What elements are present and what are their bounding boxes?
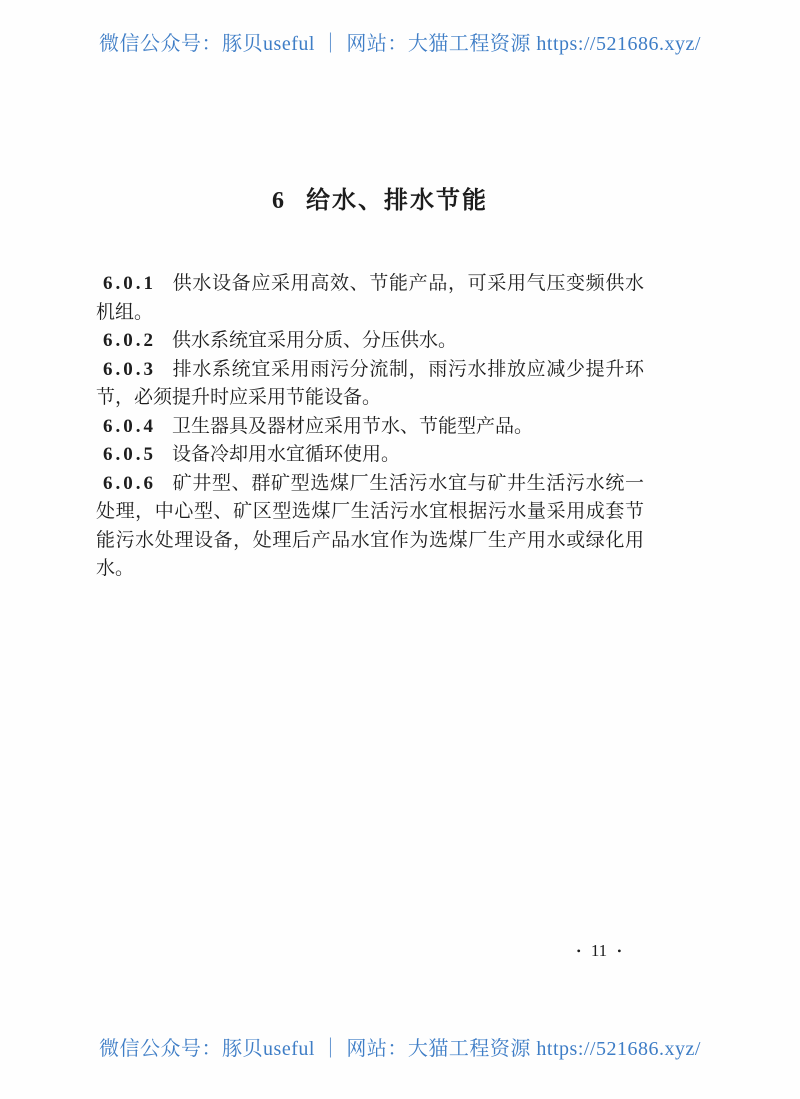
page-number bbox=[563, 941, 635, 961]
header-watermark-text: 微信公众号：豚贝useful ｜ 网站：大猫工程资源 https://521686.xyz/ bbox=[99, 33, 701, 55]
chapter-number: 6 bbox=[272, 188, 284, 214]
header-watermark bbox=[0, 27, 800, 56]
page-number-right-dot: • bbox=[617, 944, 622, 958]
clause-text: 供水设备应采用高效、节能产品，可采用气压变频供水机组。 bbox=[96, 273, 644, 323]
clause-text: 卫生器具及器材应采用节水、节能型产品。 bbox=[172, 415, 534, 437]
clause-6-0-2 bbox=[96, 327, 644, 356]
clause-number: 6.0.3 bbox=[103, 358, 156, 380]
clause-number: 6.0.5 bbox=[103, 444, 156, 465]
chapter-title bbox=[0, 180, 760, 215]
clause-number: 6.0.4 bbox=[103, 415, 156, 437]
clause-number: 6.0.2 bbox=[103, 330, 156, 351]
chapter-title-text: 给水、排水节能 bbox=[306, 188, 488, 214]
clause-6-0-3 bbox=[96, 356, 644, 413]
clause-text: 供水系统宜采用分质、分压供水。 bbox=[172, 330, 458, 351]
footer-watermark-text: 微信公众号：豚贝useful ｜ 网站：大猫工程资源 https://521686.xyz/ bbox=[99, 1038, 701, 1060]
page-number-value: 11 bbox=[590, 941, 608, 960]
clause-6-0-4 bbox=[96, 413, 644, 442]
clause-number: 6.0.1 bbox=[103, 273, 156, 294]
clause-list bbox=[96, 270, 644, 584]
clause-6-0-6 bbox=[96, 470, 644, 584]
footer-watermark bbox=[0, 1032, 800, 1061]
clause-number: 6.0.6 bbox=[103, 472, 156, 494]
clause-text: 矿井型、群矿型选煤厂生活污水宜与矿井生活污水统一处理，中心型、矿区型选煤厂生活污水宜根据污水量采用成套节能污水处理设备，处理后产品水宜作为选煤厂生产用水或绿化用水。 bbox=[96, 472, 644, 579]
page-number-left-dot: • bbox=[576, 944, 581, 958]
clause-6-0-5 bbox=[96, 441, 644, 470]
clause-6-0-1 bbox=[96, 270, 644, 327]
clause-text: 排水系统宜采用雨污分流制，雨污水排放应减少提升环节，必须提升时应采用节能设备。 bbox=[96, 358, 644, 408]
clause-text: 设备冷却用水宜循环使用。 bbox=[172, 444, 401, 465]
